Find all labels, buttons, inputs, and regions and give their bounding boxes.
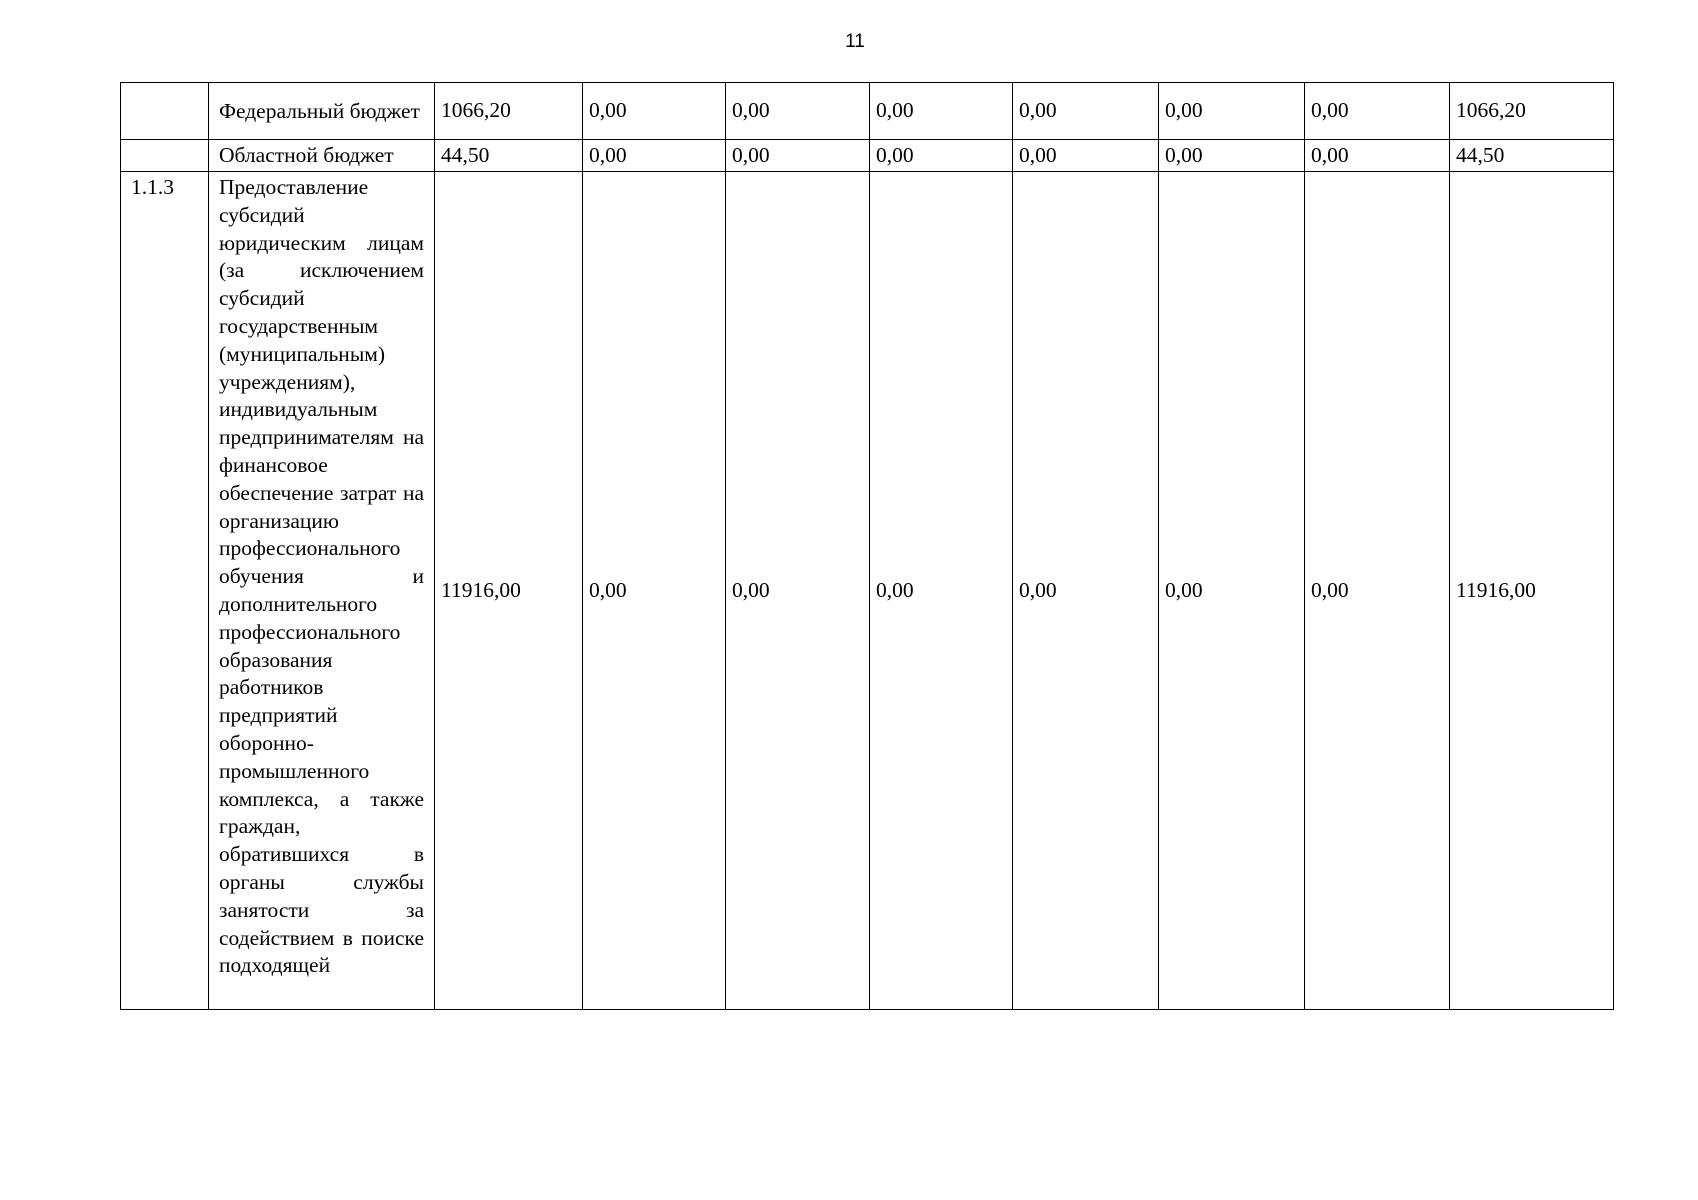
row-name-cell: Областной бюджет: [209, 140, 435, 172]
total-cell: 44,50: [1450, 140, 1614, 172]
table-row: [121, 140, 1614, 172]
value-cell: 0,00: [870, 172, 1013, 1010]
value-cell: 0,00: [870, 83, 1013, 140]
row-number-cell: [121, 140, 209, 172]
table-row: [121, 83, 1614, 140]
value-cell: 0,00: [1159, 140, 1305, 172]
table-row: [121, 172, 1614, 1010]
value-cell: 11916,00: [435, 172, 583, 1010]
row-name-cell: Предоставление субсидий юридическим лицам (за исключением субсидий государственным (муниципальным) учреждениям), индивидуальным предпринимателям на финансовое обеспечение затрат на организацию профессионального обучения и дополнительного профессионального образования работников предприятий оборонно-промышленного комплекса, а также граждан, обратившихся в органы службы занятости за содействием в поиске подходящей: [209, 172, 435, 1010]
value-cell: 0,00: [1159, 83, 1305, 140]
value-cell: 44,50: [435, 140, 583, 172]
value-cell: 0,00: [726, 172, 870, 1010]
value-cell: 0,00: [1013, 140, 1159, 172]
budget-table: [120, 82, 1614, 1010]
value-cell: 0,00: [1159, 172, 1305, 1010]
row-name-cell: Федеральный бюджет: [209, 83, 435, 140]
value-cell: 0,00: [1305, 172, 1450, 1010]
value-cell: 0,00: [1013, 83, 1159, 140]
total-cell: 11916,00: [1450, 172, 1614, 1010]
value-cell: 0,00: [583, 140, 726, 172]
value-cell: 0,00: [1305, 83, 1450, 140]
value-cell: 0,00: [726, 140, 870, 172]
value-cell: 0,00: [583, 83, 726, 140]
value-cell: 0,00: [726, 83, 870, 140]
row-number-cell: [121, 83, 209, 140]
value-cell: 0,00: [1013, 172, 1159, 1010]
row-number-cell: 1.1.3: [121, 172, 209, 1010]
value-cell: 0,00: [583, 172, 726, 1010]
value-cell: 0,00: [870, 140, 1013, 172]
value-cell: 0,00: [1305, 140, 1450, 172]
page-number: 11: [845, 31, 865, 52]
value-cell: 1066,20: [435, 83, 583, 140]
total-cell: 1066,20: [1450, 83, 1614, 140]
